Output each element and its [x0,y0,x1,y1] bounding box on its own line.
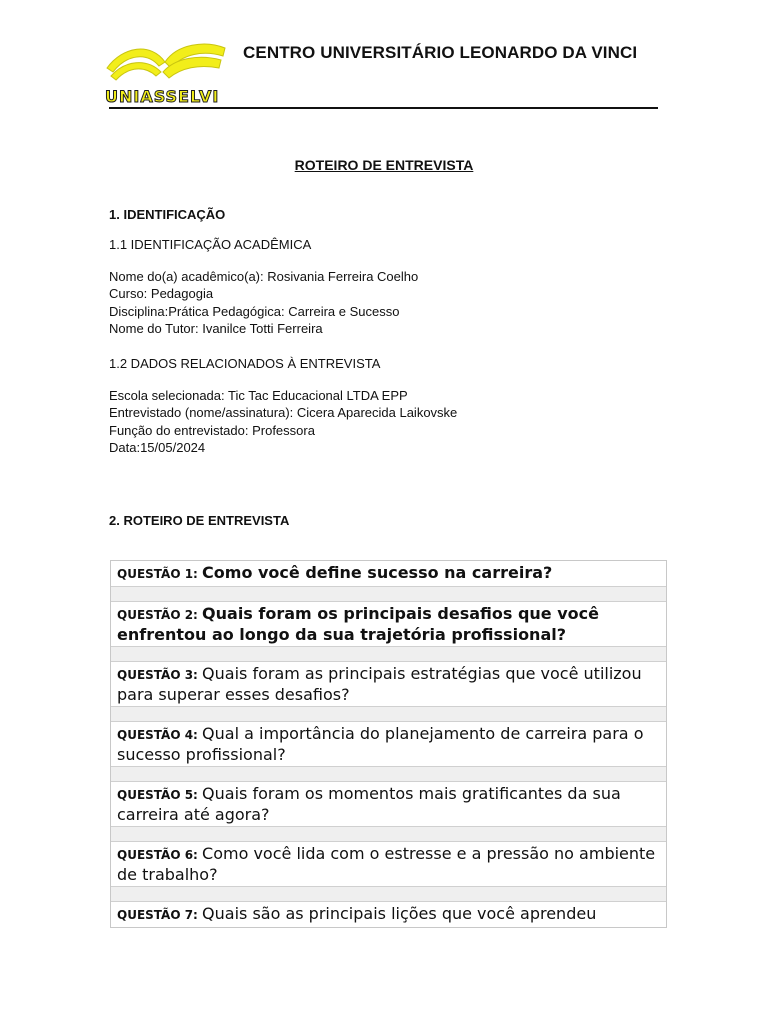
question-text: Quais foram as principais estratégias que você utilizou para superar esses desafios? [117,664,642,704]
question-text: Quais foram os momentos mais gratificantes da sua carreira até agora? [117,784,621,824]
section2-heading: 2. ROTEIRO DE ENTREVISTA [109,513,290,528]
questions-table [110,560,667,928]
document-title: ROTEIRO DE ENTREVISTA [294,157,474,173]
answer-space [111,587,666,602]
question-label: QUESTÃO 4: [117,728,203,742]
svg-text:UNIASSELVI: UNIASSELVI [105,87,220,106]
question-label: QUESTÃO 3: [117,668,203,682]
interviewee: Entrevistado (nome/assinatura): Cicera Aparecida Laikovske [109,405,458,420]
section1-heading: 1. IDENTIFICAÇÃO [109,207,226,222]
question-text: Como você lida com o estresse e a pressão no ambiente de trabalho? [117,844,656,884]
question-row [111,782,666,827]
question-row [111,842,666,887]
answer-space [111,887,666,902]
section1-1-heading: 1.1 IDENTIFICAÇÃO ACADÊMICA [109,237,312,252]
question-label: QUESTÃO 1: [117,567,203,581]
question-label: QUESTÃO 7: [117,908,203,922]
discipline: Disciplina:Prática Pedagógica: Carreira e Sucesso [109,304,400,319]
question-label: QUESTÃO 2: [117,608,203,622]
answer-space [111,647,666,662]
student-name: Nome do(a) acadêmico(a): Rosivania Ferreira Coelho [109,269,419,284]
tutor-name: Nome do Tutor: Ivanilce Totti Ferreira [109,321,323,336]
interview-date: Data:15/05/2024 [109,440,206,455]
header-divider [109,107,658,109]
question-row [111,602,666,647]
course: Curso: Pedagogia [109,286,214,301]
answer-space [111,707,666,722]
uniasselvi-logo [103,38,229,106]
institution-name: CENTRO UNIVERSITÁRIO LEONARDO DA VINCI [243,43,638,62]
question-row [111,722,666,767]
question-text: Quais foram os principais desafios que você enfrentou ao longo da sua trajetória profissional? [117,604,599,644]
school: Escola selecionada: Tic Tac Educacional LTDA EPP [109,388,408,403]
question-label: QUESTÃO 5: [117,788,203,802]
question-row [111,902,666,927]
question-text: Como você define sucesso na carreira? [202,563,553,582]
section1-2-heading: 1.2 DADOS RELACIONADOS À ENTREVISTA [109,356,381,371]
interviewee-role: Função do entrevistado: Professora [109,423,315,438]
question-row [111,662,666,707]
question-text: Quais são as principais lições que você aprendeu [202,904,597,923]
question-label: QUESTÃO 6: [117,848,203,862]
answer-space [111,767,666,782]
question-text: Qual a importância do planejamento de carreira para o sucesso profissional? [117,724,644,764]
question-row [111,561,666,587]
answer-space [111,827,666,842]
